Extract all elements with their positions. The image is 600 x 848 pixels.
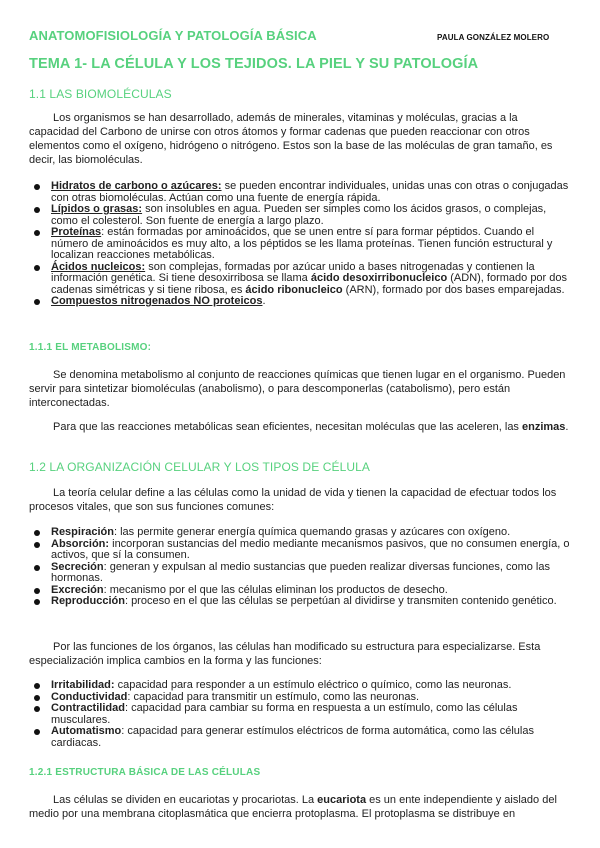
- list-item-text: se pueden encontrar individuales, unidas unas con otras o conjugadas con otras biomoléculas. Actúan como una fuente de energía rápida.: [51, 180, 569, 204]
- biomolecules-intro: Los organismos se han desarrollado, además de minerales, vitaminas y moléculas, gracias a la capacidad del Carbono de unirse con otros átomos y formar cadenas que pueden reaccionar con otros elementos como el oxígeno, hidrógeno o nitrógeno. Estos son la base de las moléculas de gran tamaño, es decir, las biomoléculas.: [29, 112, 553, 166]
- list-item-text: son complejas, formadas por azúcar unido a bases nitrogenadas y contienen la información genética. Si tiene desoxirribosa se llama: [51, 260, 535, 284]
- list-item-term: Hidratos de carbono o azúcares:: [51, 180, 222, 192]
- section-heading-1-2-1: 1.2.1 ESTRUCTURA BÁSICA DE LAS CÉLULAS: [29, 767, 261, 778]
- list-item-text: : mecanismo por el que las células eliminan los productos de desecho.: [103, 583, 448, 596]
- list-item-term: Contractilidad: [51, 702, 125, 714]
- list-item-term: Irritabilidad:: [51, 679, 115, 691]
- list-item-text: : están formadas por aminoácidos, que se unen entre sí para formar péptidos. Cuando el número de aminoácidos es muy alto, a los péptidos se les llama proteínas. Tienen función estructural y localizan reacciones metabólicas.: [51, 226, 553, 261]
- metabolism-paragraph-2: [29, 420, 569, 434]
- list-item-term: Secreción: [51, 560, 104, 573]
- list-item-term: Excreción: [51, 583, 104, 596]
- list-item-text: .: [262, 295, 266, 307]
- list-item-text: : proceso en el que las células se perpetúan al dividirse y transmiten contenido genético.: [124, 595, 557, 607]
- list-item-text: (ARN), formado por dos bases emparejadas.: [342, 283, 565, 296]
- list-item-bold: ácido ribonucleico: [245, 283, 343, 296]
- document-title: TEMA 1- LA CÉLULA Y LOS TEJIDOS. LA PIEL Y SU PATOLOGÍA: [29, 56, 479, 72]
- paragraph-text: .: [565, 421, 569, 433]
- list-item-text: : capacidad para generar estímulos eléctricos de forma automática, como las células cardiacas.: [51, 725, 534, 749]
- paragraph-text: es un ente independiente y aislado del medio por una membrana citoplasmática que encierra protoplasma. El protoplasma se distribuye en: [29, 794, 557, 820]
- list-item: [29, 596, 574, 608]
- list-item: [29, 181, 574, 204]
- list-item-term: Compuestos nitrogenados NO proteicos: [51, 295, 263, 307]
- paragraph-bold: enzimas: [522, 421, 566, 433]
- list-item: [29, 726, 574, 749]
- list-item-term: Reproducción: [51, 595, 125, 607]
- paragraph-text: Las células se dividen en eucariotas y procariotas. La: [53, 794, 318, 806]
- list-item-term: Lípidos o grasas:: [51, 203, 143, 215]
- list-item-term: Automatismo: [51, 725, 122, 737]
- header-author: PAULA GONZÁLEZ MOLERO: [437, 33, 550, 42]
- list-item-text: : capacidad para cambiar su forma en respuesta a un estímulo, como las células musculares.: [51, 702, 518, 726]
- section-heading-1-1: 1.1 LAS BIOMOLÉCULAS: [29, 87, 172, 101]
- cell-properties-list: [29, 680, 574, 749]
- section-heading-1-2: 1.2 LA ORGANIZACIÓN CELULAR Y LOS TIPOS DE CÉLULA: [29, 460, 371, 474]
- list-item: [29, 262, 574, 297]
- list-item-term: Conductividad: [51, 690, 128, 703]
- list-item-bold: ácido desoxirribonucleico: [310, 272, 448, 284]
- header-title: ANATOMOFISIOLOGÍA Y PATOLOGÍA BÁSICA: [29, 28, 317, 43]
- cell-structure-paragraph: [29, 793, 569, 821]
- cell-functions-list: [29, 527, 574, 608]
- list-item: [29, 562, 574, 585]
- list-item-term: Proteínas: [51, 226, 102, 238]
- list-item-text: son insolubles en agua. Pueden ser simples como los ácidos grasos, o complejas, como el colesterol. Son fuente de energía a largo plazo.: [51, 203, 547, 227]
- list-item-text: : capacidad para transmitir un estímulo, como las neuronas.: [127, 690, 420, 703]
- cell-theory-intro: La teoría celular define a las células como la unidad de vida y tienen la capacidad de efectuar todos los procesos vitales, que son sus funciones comunes:: [29, 487, 557, 513]
- list-item-text: incorporan sustancias del medio mediante mecanismos pasivos, que no consumen energía, o activos, que sí la consumen.: [51, 537, 570, 561]
- list-item-text: : generan y expulsan al medio sustancias que pueden realizar diversas funciones, como las hormonas.: [51, 560, 550, 584]
- metabolism-paragraph-1: Se denomina metabolismo al conjunto de reacciones químicas que tienen lugar en el organismo. Pueden servir para sintetizar biomoléculas (anabolismo), o para descomponerlas (catabolismo), pero están interconectadas.: [29, 369, 566, 409]
- list-item-term: Respiración: [51, 526, 114, 538]
- list-item-text: : las permite generar energía química quemando grasas y azúcares con oxígeno.: [113, 526, 511, 538]
- list-item: [29, 204, 574, 227]
- list-item-text: capacidad para responder a un estímulo eléctrico o químico, como las neuronas.: [114, 679, 512, 691]
- list-item-term: Ácidos nucleicos:: [51, 260, 146, 273]
- list-item: [29, 227, 574, 262]
- specialization-paragraph: Por las funciones de los órganos, las células han modificado su estructura para especializarse. Esta especialización implica cambios en la forma y las funciones:: [29, 641, 541, 667]
- paragraph-text: Para que las reacciones metabólicas sean eficientes, necesitan moléculas que las aceleren, las: [53, 421, 522, 433]
- list-item: [29, 539, 574, 562]
- section-heading-1-1-1: 1.1.1 EL METABOLISMO:: [29, 342, 152, 353]
- paragraph-bold: eucariota: [317, 794, 367, 806]
- list-item-text: (ADN), formado por dos cadenas simétricas y si tiene ribosa, es: [51, 272, 568, 296]
- list-item: [29, 703, 574, 726]
- list-item-term: Absorción:: [51, 537, 110, 550]
- list-item: [29, 296, 574, 308]
- biomolecules-list: [29, 181, 574, 308]
